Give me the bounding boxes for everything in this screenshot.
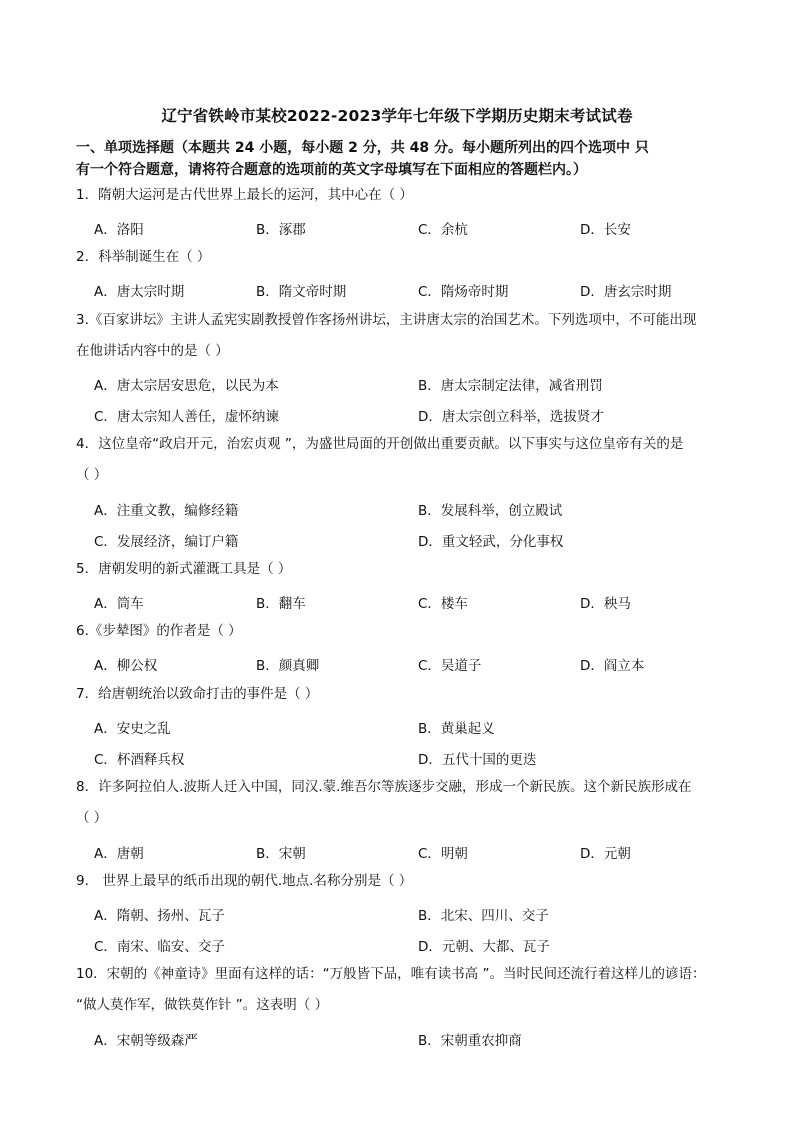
- question-6-option-a: A．柳公权: [94, 658, 158, 674]
- question-7-option-b: B．黄巢起义: [418, 721, 495, 737]
- section-line-2: 有一个符合题意，请将符合题意的选项前的英文字母填写在下面相应的答题栏内。）: [76, 162, 587, 178]
- question-6-option-c: C．吴道子: [418, 658, 482, 674]
- question-4-option-d: D．重文轻武，分化事权: [418, 534, 564, 550]
- question-4-stem-line-1: 4．这位皇帝“政启开元，治宏贞观 ”，为盛世局面的开创做出重要贡献。以下事实与这位皇帝有关的是: [76, 436, 684, 452]
- question-1-stem: 1．隋朝大运河是古代世界上最长的运河，其中心在（ ）: [76, 187, 413, 203]
- question-2-stem: 2．科举制诞生在（ ）: [76, 249, 211, 265]
- question-6-stem: 6.《步辇图》的作者是（ ）: [76, 623, 242, 639]
- question-1-option-a: A．洛阳: [94, 222, 144, 238]
- question-8-option-a: A．唐朝: [94, 846, 144, 862]
- question-4-stem-line-2: （ ）: [76, 467, 108, 483]
- question-3-option-d: D．唐太宗创立科举，选拔贤才: [418, 409, 604, 425]
- question-5-option-c: C．楼车: [418, 596, 468, 612]
- question-8-option-d: D．元朝: [580, 846, 631, 862]
- question-2-option-d: D．唐玄宗时期: [580, 284, 672, 300]
- question-7-stem: 7．给唐朝统治以致命打击的事件是（ ）: [76, 686, 319, 702]
- question-10-stem-line-2: “做人莫作军，做铁莫作针 ”。这表明（ ）: [76, 997, 329, 1013]
- question-4-option-a: A．注重文教，编修经籍: [94, 503, 239, 519]
- question-4-option-b: B．发展科举，创立殿试: [418, 503, 563, 519]
- question-1-option-b: B．涿郡: [256, 222, 306, 238]
- question-9-option-b: B．北宋、四川、交子: [418, 908, 549, 924]
- question-8-option-b: B．宋朝: [256, 846, 306, 862]
- question-1-option-d: D．长安: [580, 222, 631, 238]
- question-8-option-c: C．明朝: [418, 846, 468, 862]
- question-3-option-c: C．唐太宗知人善任，虚怀纳谏: [94, 409, 279, 425]
- question-9-stem: 9． 世界上最早的纸币出现的朝代.地点.名称分别是（ ）: [76, 873, 413, 889]
- question-7-option-d: D．五代十国的更迭: [418, 752, 537, 768]
- question-3-stem-line-1: 3.《百家讲坛》主讲人孟宪实剧教授曾作客扬州讲坛，主讲唐太宗的治国艺术。下列选项中，不可能出现: [76, 312, 697, 328]
- question-2-option-a: A．唐太宗时期: [94, 284, 185, 300]
- question-10-stem-line-1: 10．宋朝的《神童诗》里面有这样的话：“万般皆下品，唯有读书高 ”。当时民间还流行着这样儿的谚语：: [76, 966, 706, 982]
- question-3-option-b: B．唐太宗制定法律，减省刑罚: [418, 378, 603, 394]
- question-5-option-a: A．筒车: [94, 596, 144, 612]
- question-1-option-c: C．余杭: [418, 222, 468, 238]
- question-5-stem: 5．唐朝发明的新式灌溉工具是（ ）: [76, 561, 292, 577]
- question-4-option-c: C．发展经济，编订户籍: [94, 534, 239, 550]
- question-2-option-b: B．隋文帝时期: [256, 284, 347, 300]
- question-7-option-a: A．安史之乱: [94, 721, 171, 737]
- question-2-option-c: C．隋炀帝时期: [418, 284, 509, 300]
- page-title: 辽宁省铁岭市某校2022-2023学年七年级下学期历史期末考试试卷: [161, 107, 633, 125]
- question-9-option-d: D．元朝、大都、瓦子: [418, 939, 550, 955]
- question-9-option-a: A．隋朝、扬州、瓦子: [94, 908, 225, 924]
- question-8-stem-line-2: （ ）: [76, 810, 108, 826]
- question-9-option-c: C．南宋、临安、交子: [94, 939, 225, 955]
- question-6-option-d: D．阎立本: [580, 658, 645, 674]
- question-3-option-a: A．唐太宗居安思危，以民为本: [94, 378, 279, 394]
- question-10-option-b: B．宋朝重农抑商: [418, 1033, 522, 1049]
- question-3-stem-line-2: 在他讲话内容中的是（ ）: [76, 343, 229, 359]
- question-7-option-c: C．杯酒释兵权: [94, 752, 185, 768]
- question-10-option-a: A．宋朝等级森严: [94, 1033, 198, 1049]
- question-5-option-d: D．秧马: [580, 596, 631, 612]
- question-6-option-b: B．颜真卿: [256, 658, 320, 674]
- question-5-option-b: B．翻车: [256, 596, 306, 612]
- section-line-1: 一、单项选择题（本题共 24 小题，每小题 2 分，共 48 分。每小题所列出的四个选项中 只: [76, 140, 649, 156]
- section-instructions: [76, 137, 756, 181]
- question-8-stem-line-1: 8．许多阿拉伯人.波斯人迁入中国，同汉.蒙.维吾尔等族逐步交融，形成一个新民族。这个新民族形成在: [76, 779, 692, 795]
